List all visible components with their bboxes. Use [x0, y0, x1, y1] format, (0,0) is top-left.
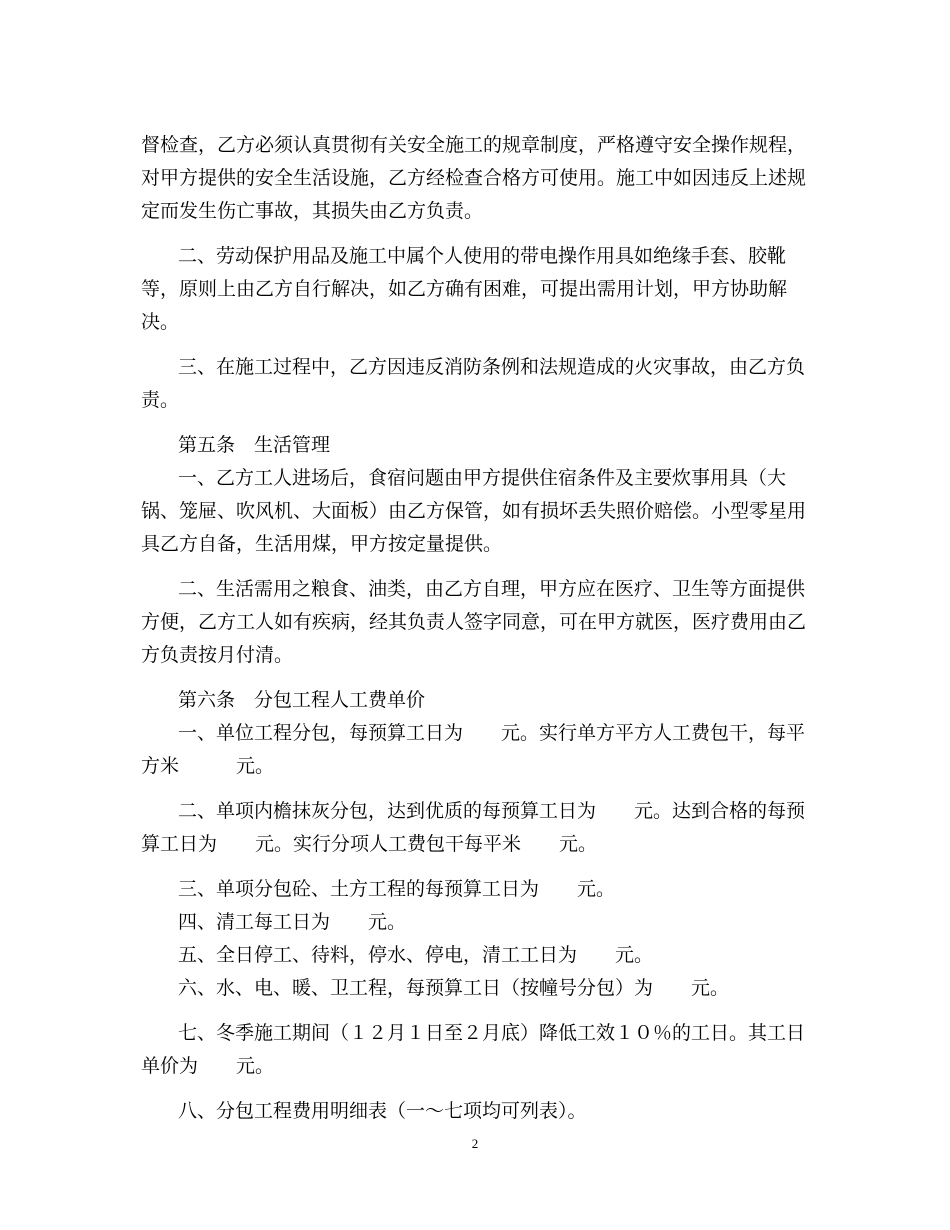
text-line: 决。 — [141, 311, 180, 333]
text-line: 等，原则上由乙方自行解决，如乙方确有困难，可提出需用计划，甲方协助解 — [141, 278, 788, 300]
text-line: 方便，乙方工人如有疾病，经其负责人签字同意，可在甲方就医，医疗费用由乙 — [141, 611, 807, 633]
text-line: 定而发生伤亡事故，其损失由乙方负责。 — [141, 200, 484, 222]
text-line: 四、清工每工日为 元。 — [178, 911, 407, 933]
text-line: 一、单位工程分包，每预算工日为 元。实行单方平方人工费包干，每平 — [178, 722, 806, 744]
text-line: 二、生活需用之粮食、油类，由乙方自理，甲方应在医疗、卫生等方面提供 — [178, 578, 806, 600]
text-line: 责。 — [141, 389, 180, 411]
text-line: 方米 元。 — [141, 755, 275, 777]
text-line: 六、水、电、暖、卫工程，每预算工日（按幢号分包）为 元。 — [178, 977, 730, 999]
text-line: 第五条 生活管理 — [178, 434, 331, 456]
text-line: 二、劳动保护用品及施工中属个人使用的带电操作用具如绝缘手套、胶靴 — [178, 245, 787, 267]
page-number: 2 — [471, 1136, 479, 1151]
text-line: 具乙方自备，生活用煤，甲方按定量提供。 — [141, 533, 503, 555]
text-line: 锅、笼屉、吹风机、大面板）由乙方保管，如有损坏丢失照价赔偿。小型零星用 — [141, 500, 807, 522]
text-line: 三、单项分包砼、土方工程的每预算工日为 元。 — [178, 878, 616, 900]
text-line: 八、分包工程费用明细表（一～七项均可列表）。 — [178, 1100, 587, 1122]
text-line: 五、全日停工、待料，停水、停电，清工工日为 元。 — [178, 944, 654, 966]
text-line: 七、冬季施工期间（１２月１日至２月底）降低工效１０％的工日。其工日 — [178, 1022, 806, 1044]
text-line: 一、乙方工人进场后，食宿问题由甲方提供住宿条件及主要炊事用具（大 — [178, 467, 787, 489]
text-line: 三、在施工过程中，乙方因违反消防条例和法规造成的火灾事故，由乙方负 — [178, 356, 806, 378]
text-line: 第六条 分包工程人工费单价 — [178, 689, 426, 711]
text-line: 方负责按月付清。 — [141, 644, 294, 666]
text-line: 单价为 元。 — [141, 1055, 275, 1077]
text-line: 算工日为 元。实行分项人工费包干每平米 元。 — [141, 833, 598, 855]
text-line: 二、单项内檐抹灰分包，达到优质的每预算工日为 元。达到合格的每预 — [178, 800, 806, 822]
text-line: 对甲方提供的安全生活设施，乙方经检查合格方可使用。施工中如因违反上述规 — [141, 167, 807, 189]
text-line: 督检查，乙方必须认真贯彻有关安全施工的规章制度，严格遵守安全操作规程， — [141, 134, 807, 156]
